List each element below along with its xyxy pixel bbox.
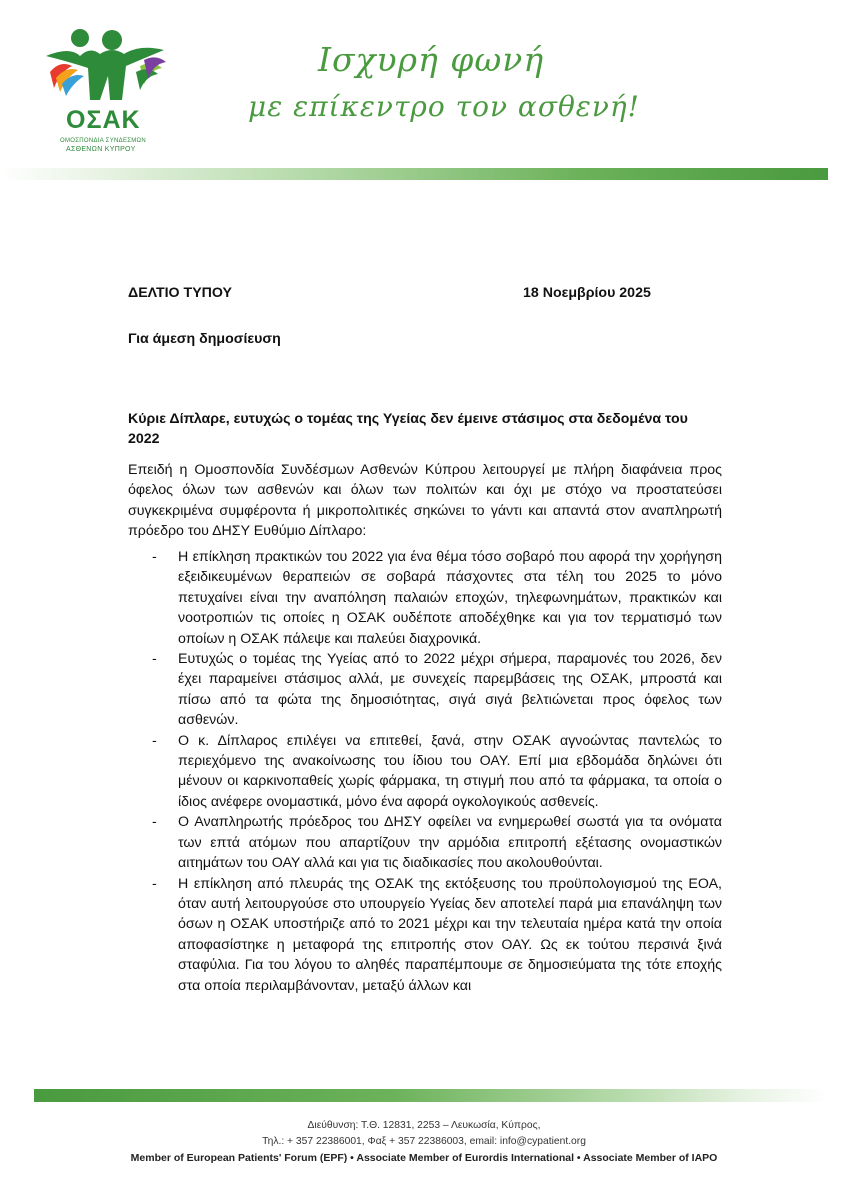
list-item-text: Ευτυχώς ο τομέας της Υγείας από το 2022 μέχρι σήμερα, παραμονές του 2026, δεν έχει παραμείνει στάσιμος αλλά, με συνεχείς παρεμβάσεις της ΟΣΑΚ, μπροστά και πίσω από τα φώτα της δημοσιότητας, σιγά σιγά βελτιώνεται προς όφελος των ασθενών. — [178, 651, 722, 729]
organization-logo — [40, 26, 180, 166]
list-item-text: Ο Αναπληρωτής πρόεδρος του ΔΗΣΥ οφείλει να ενημερωθεί σωστά για τα ονόματα των επτά ατόμων που απαρτίζουν την αρμόδια επιτροπή εξέτασης ονομαστικών αιτημάτων του ΟΑΥ αλλά και για τις διαδικασίες που ακολουθούνται. — [178, 814, 722, 872]
list-item — [152, 874, 722, 996]
logo-figures-icon — [40, 26, 180, 116]
bullet-dash: - — [152, 875, 157, 892]
list-item — [152, 812, 722, 873]
logo-name: ΟΣΑΚ — [66, 106, 141, 134]
list-item-text: Η επίκληση πρακτικών του 2022 για ένα θέμα τόσο σοβαρό που αφορά την χορήγηση εξειδικευμένων θεραπειών σε σοβαρά πάσχοντες στα τέλη του 2025 το μόνο πετυχαίνει είναι την αναπόληση παλαιών εποχών, τηλεφωνημάτων, πρακτικών και νοοτροπιών τις οποίες η ΟΣΑΚ ουδέποτε αποδέχθηκε και για τον τερματισμό των οποίων η ΟΣΑΚ πάλεψε και παλεύει διαχρονικά. — [178, 549, 722, 647]
footer-membership: Member of European Patients' Forum (EPF) • Associate Member of Eurordis International • Associate Member of IAPO — [130, 1152, 718, 1164]
bullet-list — [152, 547, 722, 996]
list-item-text: Ο κ. Δίπλαρος επιλέγει να επιτεθεί, ξανά, στην ΟΣΑΚ αγνοώντας παντελώς το περιεχόμενο της ανακοίνωσης του ίδιου του ΟΑΥ. Επί μια εβδομάδα δηλώνει ότι μένουν οι καρκινοπαθείς χωρίς φάρμακα, τη στιγμή που από τα φάρμακα, τα οποία ο ίδιος ανέφερε ονομαστικά, μόνο ένα αφορά ογκολογικούς ασθενείς. — [178, 732, 722, 810]
press-release-date: 18 Νοεμβρίου 2025 — [523, 285, 651, 301]
immediate-release-note: Για άμεση δημοσίευση — [128, 331, 281, 347]
list-item — [152, 547, 722, 649]
footer-contact: Τηλ.: + 357 22386001, Φαξ + 357 22386003, email: info@cypatient.org — [262, 1136, 586, 1147]
intro-paragraph: Επειδή η Ομοσπονδία Συνδέσμων Ασθενών Κύπρου λειτουργεί με πλήρη διαφάνεια προς όφελος όλων των ασθενών και όλων των πολιτών και όχι με στόχο να προστατεύσει συγκεκριμένα συμφέροντα ή μικροπολιτικές σηκώνει το γάντι και απαντά στον αναπληρωτή πρόεδρο του ΔΗΣΥ Ευθύμιο Δίπλαρο: — [128, 462, 722, 540]
bullet-dash: - — [152, 651, 157, 668]
footer-divider-bar — [34, 1089, 828, 1102]
press-release-title: Κύριε Δίπλαρε, ευτυχώς ο τομέας της Υγείας δεν έμεινε στάσιμος στα δεδομένα του 2022 — [128, 411, 688, 447]
list-item-text: Η επίκληση από πλευράς της ΟΣΑΚ της εκτόξευσης του προϋπολογισμού της ΕΟΑ, όταν αυτή λειτουργούσε στο υπουργείο Υγείας δεν αποτελεί παρά μια επανάληψη των όσων η ΟΣΑΚ υποστήριζε από το 2021 μέχρι και την τελευταία ημέρα κατά την οποία αποφασίστηκε η μεταφορά της επιτροπής στον ΟΑΥ. Ως εκ τούτου περσινά ξινά σταφύλια. Για του λόγου το αληθές παραπέμπουμε σε δημοσιεύματα της τότε εποχής στα οποία περιλαμβάνονταν, μεταξύ άλλων και — [178, 875, 722, 994]
slogan-line1: Ισχυρή φωνή — [318, 40, 545, 79]
bullet-dash: - — [152, 814, 157, 831]
footer-address: Διεύθυνση: Τ.Θ. 12831, 2253 – Λευκωσία, Κύπρος, — [307, 1120, 541, 1131]
header-divider-bar — [0, 168, 828, 180]
slogan-line2: με επίκεντρο τον ασθενή! — [248, 90, 640, 123]
bullet-dash: - — [152, 732, 157, 749]
bullet-dash: - — [152, 549, 157, 565]
logo-subtitle-line1: ΟΜΟΣΠΟΝΔΙΑ ΣΥΝΔΕΣΜΩΝ — [60, 138, 146, 144]
list-item — [152, 731, 722, 813]
list-item — [152, 649, 722, 731]
logo-subtitle-line2: ΑΣΘΕΝΩΝ ΚΥΠΡΟΥ — [66, 146, 136, 153]
press-release-label: ΔΕΛΤΙΟ ΤΥΠΟΥ — [128, 285, 233, 301]
